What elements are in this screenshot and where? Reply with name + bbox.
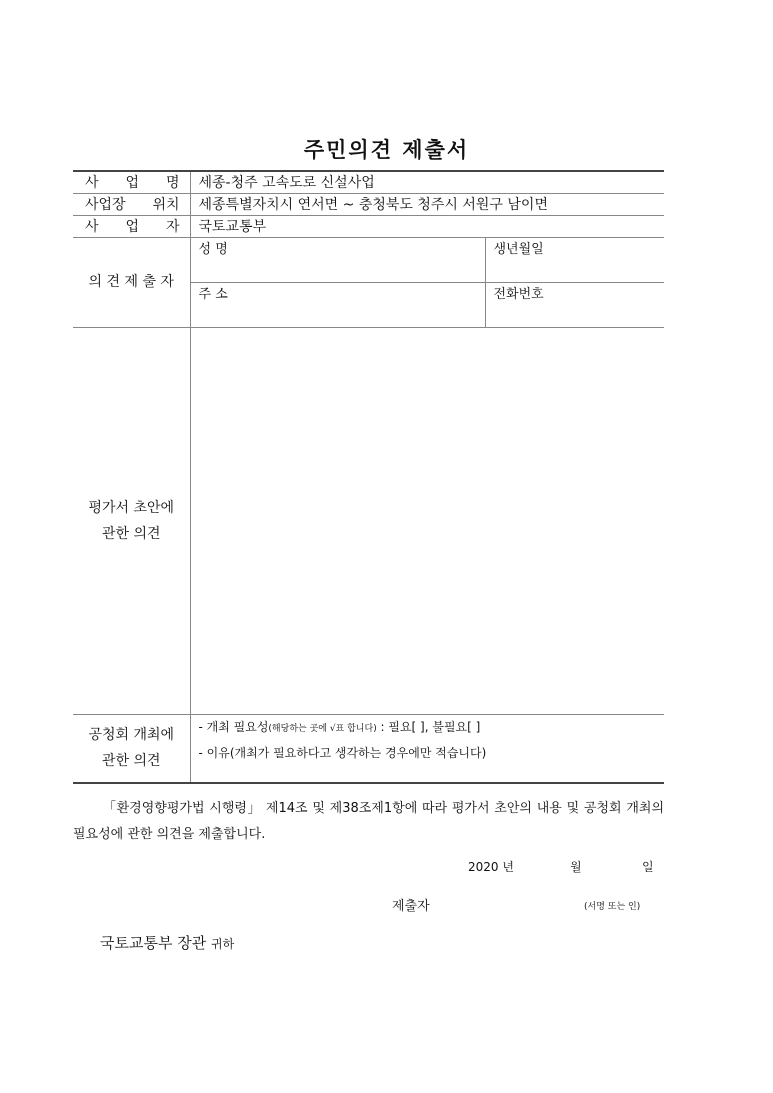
submitter-section-label: 의 견 제 출 자 xyxy=(88,274,174,290)
project-name-value: 세종-청주 고속도로 신설사업 xyxy=(198,175,375,192)
opinion-section-label: 평가서 초안에 관한 의견 xyxy=(88,499,175,542)
project-location-value: 세종특별자치시 연서면 ~ 충청북도 청주시 서원구 남이면 xyxy=(198,197,548,213)
date-month: 월 xyxy=(570,860,582,874)
hearing-section-label: 공청회 개최에 관한 의견 xyxy=(88,727,175,770)
hearing-options-area[interactable] xyxy=(190,714,664,783)
row-project-location xyxy=(73,193,664,215)
name-label: 성 명 xyxy=(198,241,228,257)
address-field[interactable] xyxy=(191,283,485,327)
address-label: 주 소 xyxy=(198,286,228,302)
name-field[interactable] xyxy=(191,238,485,282)
date-year: 2020 년 xyxy=(468,860,514,874)
document-title: 주민의견 제출서 xyxy=(303,138,470,162)
submitter-signature-label: 제출자 xyxy=(392,899,430,914)
phone-label: 전화번호 xyxy=(493,286,544,302)
hearing-reason-option: - 이유(개최가 필요하다고 생각하는 경우에만 적습니다) xyxy=(198,745,487,760)
recipient xyxy=(100,932,234,953)
project-name-label: 사 업 명 xyxy=(85,175,180,192)
row-hearing xyxy=(73,714,664,783)
recipient-name: 국토교통부 장관 xyxy=(100,934,207,952)
row-submitter-name xyxy=(73,237,664,282)
row-operator xyxy=(73,215,664,237)
recipient-honorific: 귀하 xyxy=(210,937,235,951)
operator-label: 사 업 자 xyxy=(85,219,180,235)
hearing-necessity-option: - 개최 필요성(해당하는 곳에 √표 합니다) : 필요[ ], 불필요[ ] xyxy=(198,719,481,734)
row-opinion xyxy=(73,327,664,714)
opinion-input-area[interactable] xyxy=(190,327,664,714)
submission-form-table xyxy=(73,170,664,784)
birthdate-label: 생년월일 xyxy=(493,241,544,257)
project-location-label: 사업장 위치 xyxy=(85,197,180,213)
phone-field[interactable] xyxy=(486,283,665,327)
birthdate-field[interactable] xyxy=(486,238,665,282)
date-day: 일 xyxy=(642,860,654,874)
row-project-name xyxy=(73,171,664,193)
signature-note: (서명 또는 인) xyxy=(584,902,641,912)
submission-statement: 「환경영향평가법 시행령」 제14조 및 제38조제1항에 따라 평가서 초안의 내용 및 공청회 개최의 필요성에 관한 의견을 제출합니다. xyxy=(73,801,664,842)
operator-value: 국토교통부 xyxy=(198,219,267,235)
